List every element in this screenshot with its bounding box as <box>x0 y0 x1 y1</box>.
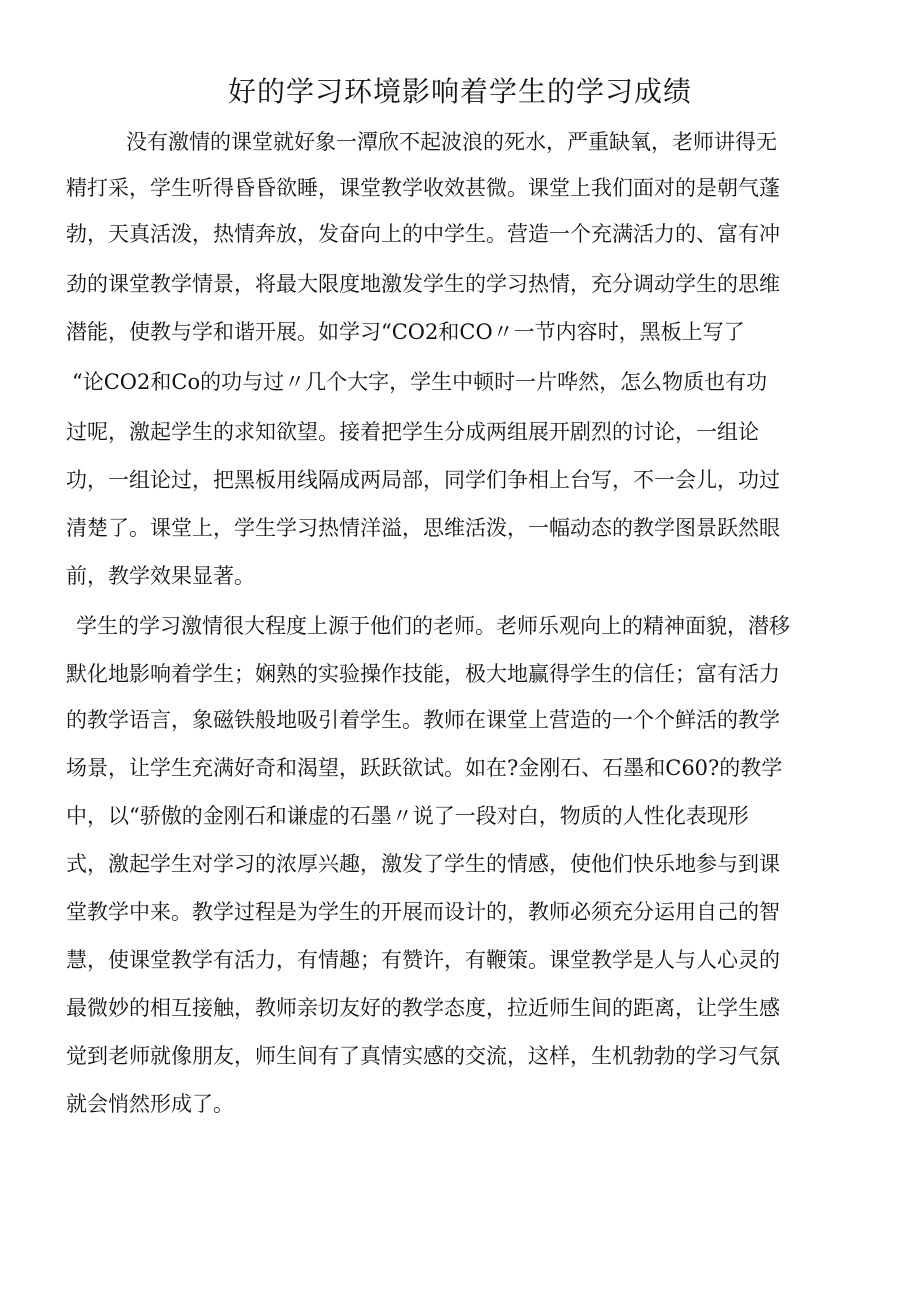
paragraph-1-line: 过呢，激起学生的求知欲望。接着把学生分成两组展开剧烈的讨论，一组论 <box>66 420 759 444</box>
paragraph-1-line: 精打采，学生听得昏昏欲睡，课堂教学收效甚微。课堂上我们面对的是朝气蓬 <box>66 176 780 200</box>
paragraph-2-line: 最微妙的相互接触，教师亲切友好的教学态度，拉近师生间的距离，让学生感 <box>66 996 780 1020</box>
paragraph-2-line: 就会悄然形成了。 <box>66 1092 234 1116</box>
paragraph-2-line: 堂教学中来。教学过程是为学生的开展而设计的，教师必须充分运用自己的智 <box>66 900 780 924</box>
paragraph-1-line: 勃，天真活泼，热情奔放，发奋向上的中学生。营造一个充满活力的、富有冲 <box>66 222 780 246</box>
paragraph-1-line: 清楚了。课堂上，学生学习热情洋溢，思维活泼，一幅动态的教学图景跃然眼 <box>66 516 780 540</box>
paragraph-2-line: 式，激起学生对学习的浓厚兴趣，激发了学生的情感，使他们快乐地参与到课 <box>66 852 780 876</box>
paragraph-2-line: 中，以“骄傲的金刚石和谦虚的石墨〃说了一段对白，物质的人性化表现形 <box>66 804 749 828</box>
paragraph-1-line: 前，教学效果显著。 <box>66 564 255 588</box>
paragraph-2-line: 默化地影响着学生；娴熟的实验操作技能，极大地赢得学生的信任；富有活力 <box>66 662 780 686</box>
paragraph-1-line: 劲的课堂教学情景，将最大限度地激发学生的学习热情，充分调动学生的思维 <box>66 272 780 296</box>
document-title: 好的学习环境影响着学生的学习成绩 <box>227 75 692 108</box>
paragraph-2-line: 场景，让学生充满好奇和渴望，跃跃欲试。如在?金刚石、石墨和C60?的教学 <box>66 756 783 780</box>
paragraph-1-line: 功，一组论过，把黑板用线隔成两局部，同学们争相上台写，不一会儿，功过 <box>66 468 780 492</box>
paragraph-2-line: 学生的学习激情很大程度上源于他们的老师。老师乐观向上的精神面貌，潜移 <box>76 614 790 638</box>
paragraph-2-line: 觉到老师就像朋友，师生间有了真情实感的交流，这样，生机勃勃的学习气氛 <box>66 1044 780 1068</box>
paragraph-2-line: 慧，使课堂教学有活力，有情趣；有赞许，有鞭策。课堂教学是人与人心灵的 <box>66 948 780 972</box>
paragraph-2-line: 的教学语言，象磁铁般地吸引着学生。教师在课堂上营造的一个个鲜活的教学 <box>66 708 780 732</box>
paragraph-1-line: 没有激情的课堂就好象一潭欣不起波浪的死水，严重缺氧，老师讲得无 <box>126 130 777 154</box>
paragraph-1-line: “论CO2和Co的功与过〃几个大字，学生中顿时一片哗然，怎么物质也有功 <box>72 370 768 394</box>
paragraph-1-line: 潜能，使教与学和谐开展。如学习“CO2和CO〃一节内容时，黑板上写了 <box>66 320 745 344</box>
